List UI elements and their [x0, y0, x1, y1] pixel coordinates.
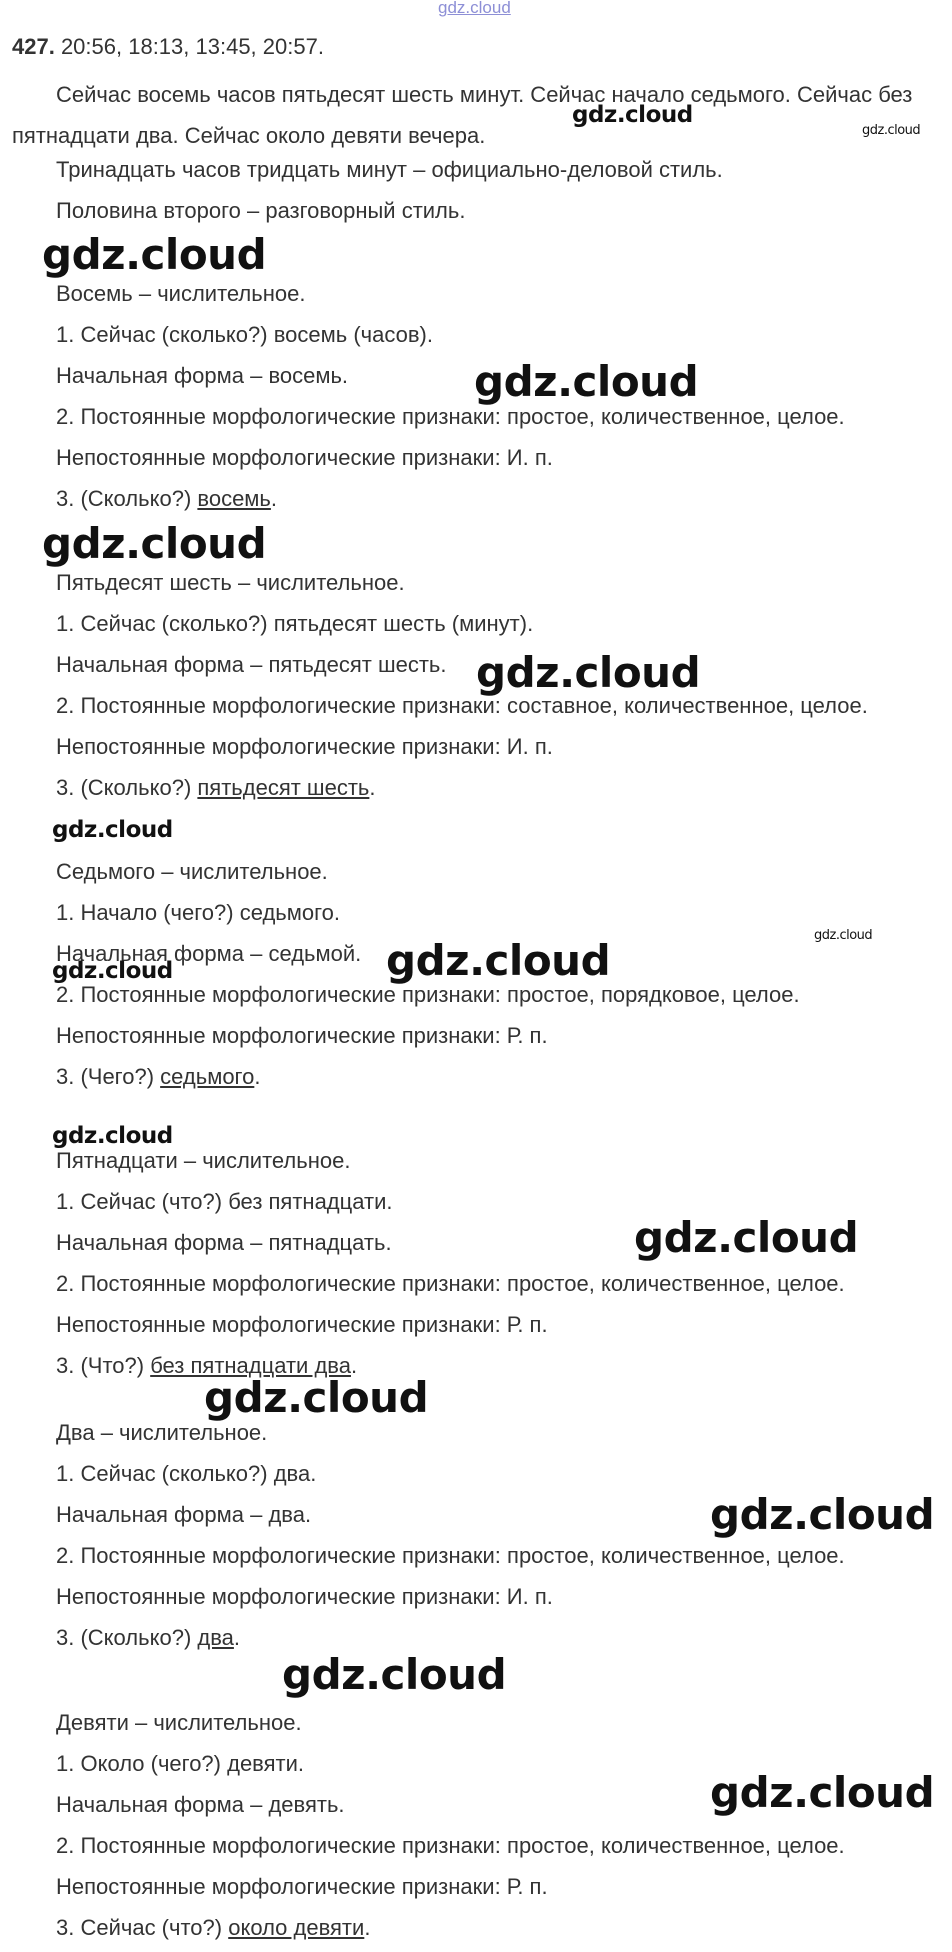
- section-1-variable: Непостоянные морфологические признаки: И. п.: [56, 445, 553, 470]
- q3-suffix: .: [254, 1064, 261, 1089]
- watermark: gdz.cloud: [474, 357, 699, 406]
- q3-prefix: 3. (Чего?): [56, 1064, 161, 1089]
- section-2-variable: Непостоянные морфологические признаки: И. п.: [56, 734, 553, 759]
- q3-prefix: 3. Сейчас (что?): [56, 1915, 229, 1940]
- section-5-constant: 2. Постоянные морфологические признаки: простое, количественное, целое.: [56, 1543, 845, 1568]
- section-3-variable: Непостоянные морфологические признаки: Р. п.: [56, 1023, 548, 1048]
- q3-underlined: восемь: [197, 486, 271, 511]
- section-6-variable: Непостоянные морфологические признаки: Р. п.: [56, 1874, 548, 1899]
- watermark: gdz.cloud: [710, 1768, 935, 1817]
- section-4-q1: 1. Сейчас (что?) без пятнадцати.: [56, 1189, 393, 1214]
- section-5-variable: Непостоянные морфологические признаки: И. п.: [56, 1584, 553, 1609]
- watermark: gdz.cloud: [52, 958, 173, 984]
- section-1-q3: [56, 486, 277, 512]
- section-6-q3: [56, 1915, 370, 1941]
- q3-underlined: два: [197, 1625, 234, 1650]
- section-3-initial: Начальная форма – седьмой.: [56, 941, 362, 966]
- q3-suffix: .: [369, 775, 376, 800]
- q3-underlined: седьмого: [160, 1064, 255, 1089]
- watermark: gdz.cloud: [710, 1490, 935, 1539]
- watermark: gdz.cloud: [42, 230, 267, 279]
- q3-prefix: 3. (Сколько?): [56, 1625, 198, 1650]
- watermark: gdz.cloud: [634, 1213, 859, 1262]
- exercise-number: 427.: [12, 34, 55, 59]
- section-2-title: Пятьдесят шесть – числительное.: [56, 570, 405, 595]
- q3-suffix: .: [270, 486, 278, 511]
- section-5-initial: Начальная форма – два.: [56, 1502, 312, 1527]
- watermark: gdz.cloud: [386, 936, 611, 985]
- q3-prefix: 3. (Что?): [56, 1353, 151, 1378]
- section-3-q1: 1. Начало (чего?) седьмого.: [56, 900, 341, 925]
- section-4-title: Пятнадцати – числительное.: [56, 1148, 351, 1173]
- section-2-initial: Начальная форма – пятьдесят шесть.: [56, 652, 447, 677]
- section-1-constant: 2. Постоянные морфологические признаки: простое, количественное, целое.: [56, 404, 845, 429]
- section-4-initial: Начальная форма – пятнадцать.: [56, 1230, 392, 1255]
- style-line-1: Тринадцать часов тридцать минут – официально-деловой стиль.: [56, 157, 723, 182]
- watermark: gdz.cloud: [862, 123, 921, 138]
- section-5-q3: [56, 1625, 240, 1651]
- section-2-q1: 1. Сейчас (сколько?) пятьдесят шесть (минут).: [56, 611, 534, 636]
- exercise-times: 20:56, 18:13, 13:45, 20:57.: [54, 34, 324, 59]
- q3-prefix: 3. (Сколько?): [56, 775, 198, 800]
- section-5-title: Два – числительное.: [56, 1420, 268, 1445]
- section-3-title: Седьмого – числительное.: [56, 859, 328, 884]
- watermark: gdz.cloud: [282, 1650, 507, 1699]
- section-1-initial: Начальная форма – восемь.: [56, 363, 349, 388]
- intro-paragraph: Сейчас восемь часов пятьдесят шесть минут. Сейчас начало седьмого. Сейчас без пятнадцати два. Сейчас около девяти вечера.: [12, 82, 913, 148]
- section-6-initial: Начальная форма – девять.: [56, 1792, 345, 1817]
- watermark: gdz.cloud: [52, 817, 173, 843]
- section-2-q3: [56, 775, 375, 801]
- section-4-constant: 2. Постоянные морфологические признаки: простое, количественное, целое.: [56, 1271, 845, 1296]
- q3-underlined: пятьдесят шесть: [197, 775, 370, 800]
- section-6-constant: 2. Постоянные морфологические признаки: простое, количественное, целое.: [56, 1833, 845, 1858]
- section-3-constant: 2. Постоянные морфологические признаки: простое, порядковое, целое.: [56, 982, 800, 1007]
- style-line-2: Половина второго – разговорный стиль.: [56, 198, 466, 223]
- q3-prefix: 3. (Сколько?): [56, 486, 198, 511]
- q3-suffix: .: [233, 1625, 241, 1650]
- watermark: gdz.cloud: [42, 519, 267, 568]
- section-6-title: Девяти – числительное.: [56, 1710, 302, 1735]
- q3-underlined: около девяти: [228, 1915, 365, 1940]
- q3-suffix: .: [364, 1915, 371, 1940]
- watermark: gdz.cloud: [476, 648, 701, 697]
- q3-underlined: без пятнадцати два: [150, 1353, 351, 1378]
- section-3-q3: [56, 1064, 260, 1090]
- watermark: gdz.cloud: [52, 1123, 173, 1149]
- q3-suffix: .: [350, 1353, 358, 1378]
- exercise-header: [12, 34, 324, 60]
- section-2-constant: 2. Постоянные морфологические признаки: составное, количественное, целое.: [56, 693, 868, 718]
- watermark-top: gdz.cloud: [438, 0, 511, 17]
- watermark: gdz.cloud: [572, 102, 693, 128]
- watermark: gdz.cloud: [814, 928, 873, 943]
- section-6-q1: 1. Около (чего?) девяти.: [56, 1751, 305, 1776]
- section-5-q1: 1. Сейчас (сколько?) два.: [56, 1461, 317, 1486]
- section-4-variable: Непостоянные морфологические признаки: Р. п.: [56, 1312, 548, 1337]
- watermark: gdz.cloud: [204, 1373, 429, 1422]
- section-1-q1: 1. Сейчас (сколько?) восемь (часов).: [56, 322, 433, 347]
- section-1-title: Восемь – числительное.: [56, 281, 306, 306]
